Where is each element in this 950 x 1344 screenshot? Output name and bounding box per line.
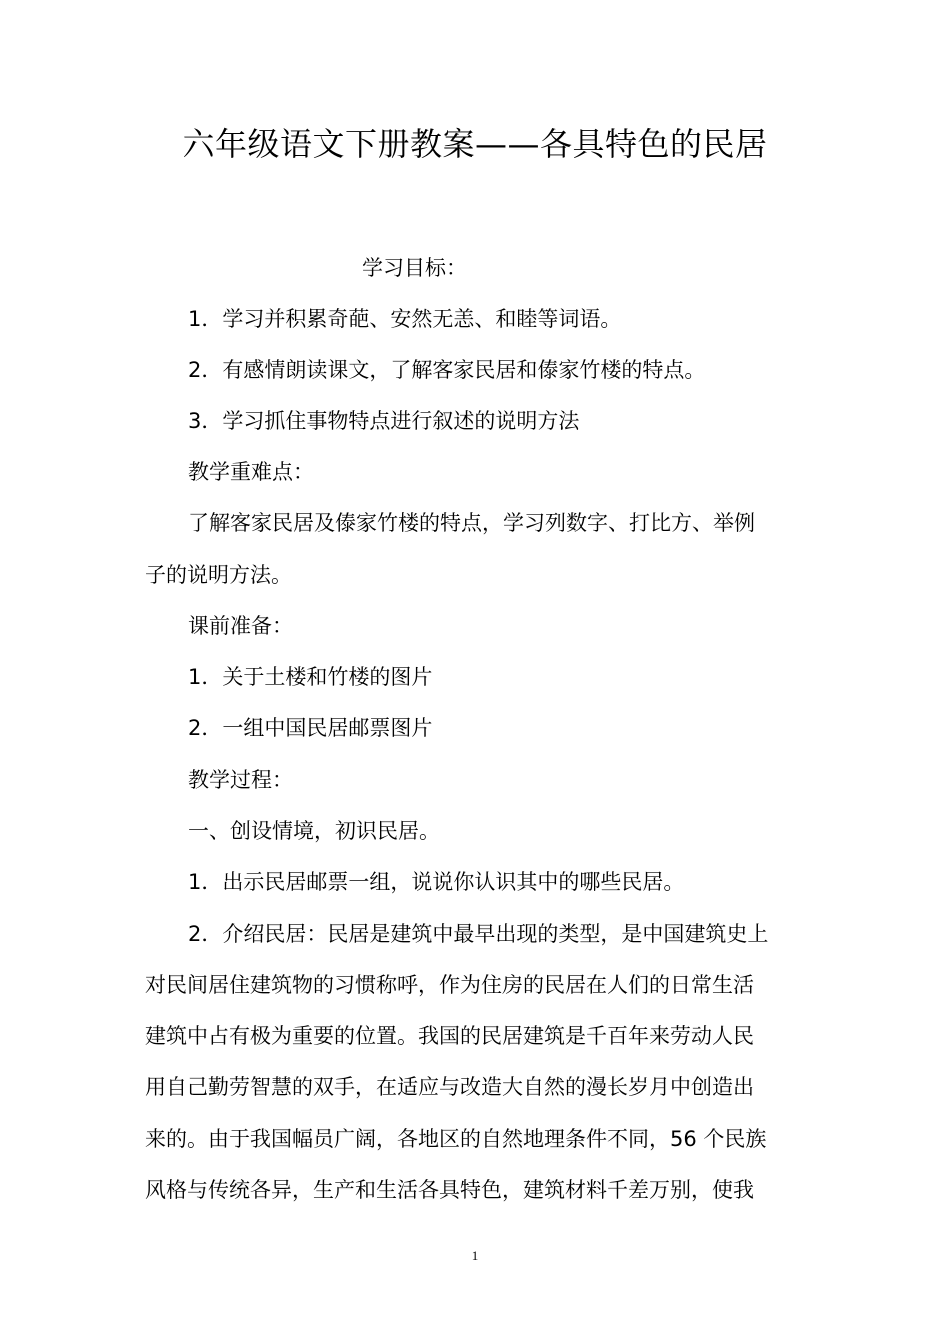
- preparation-item-2: 2．一组中国民居邮票图片: [188, 716, 433, 740]
- process-item-2-line-5: 来的。由于我国幅员广阔，各地区的自然地理条件不同，56 个民族: [145, 1127, 767, 1151]
- objective-item-1: 1．学习并积累奇葩、安然无恙、和睦等词语。: [188, 307, 622, 331]
- key-points-paragraph-line-2: 子的说明方法。: [145, 563, 292, 587]
- section-heading-preparation: 课前准备：: [188, 614, 293, 638]
- process-item-2-line-2: 对民间居住建筑物的习惯称呼，作为住房的民居在人们的日常生活: [145, 973, 754, 997]
- preparation-item-1: 1．关于土楼和竹楼的图片: [188, 665, 433, 689]
- objective-item-3: 3．学习抓住事物特点进行叙述的说明方法: [188, 409, 580, 433]
- page-number: 1: [471, 1248, 479, 1263]
- process-step-heading: 一、创设情境，初识民居。: [188, 819, 440, 843]
- objective-item-2: 2．有感情朗读课文，了解客家民居和傣家竹楼的特点。: [188, 358, 706, 382]
- document-title: 六年级语文下册教案——各具特色的民居: [182, 125, 768, 163]
- section-heading-key-points: 教学重难点：: [188, 460, 314, 484]
- process-item-2-line-6: 风格与传统各异，生产和生活各具特色，建筑材料千差万别，使我: [145, 1178, 754, 1202]
- process-item-2-line-3: 建筑中占有极为重要的位置。我国的民居建筑是千百年来劳动人民: [145, 1024, 754, 1048]
- section-heading-process: 教学过程：: [188, 768, 293, 792]
- process-item-2-line-1: 2．介绍民居：民居是建筑中最早出现的类型，是中国建筑史上: [188, 922, 769, 946]
- process-item-1: 1．出示民居邮票一组，说说你认识其中的哪些民居。: [188, 870, 685, 894]
- key-points-paragraph-line-1: 了解客家民居及傣家竹楼的特点，学习列数字、打比方、举例: [188, 511, 755, 535]
- section-heading-objectives: 学习目标：: [362, 256, 467, 280]
- process-item-2-line-4: 用自己勤劳智慧的双手，在适应与改造大自然的漫长岁月中创造出: [145, 1075, 754, 1099]
